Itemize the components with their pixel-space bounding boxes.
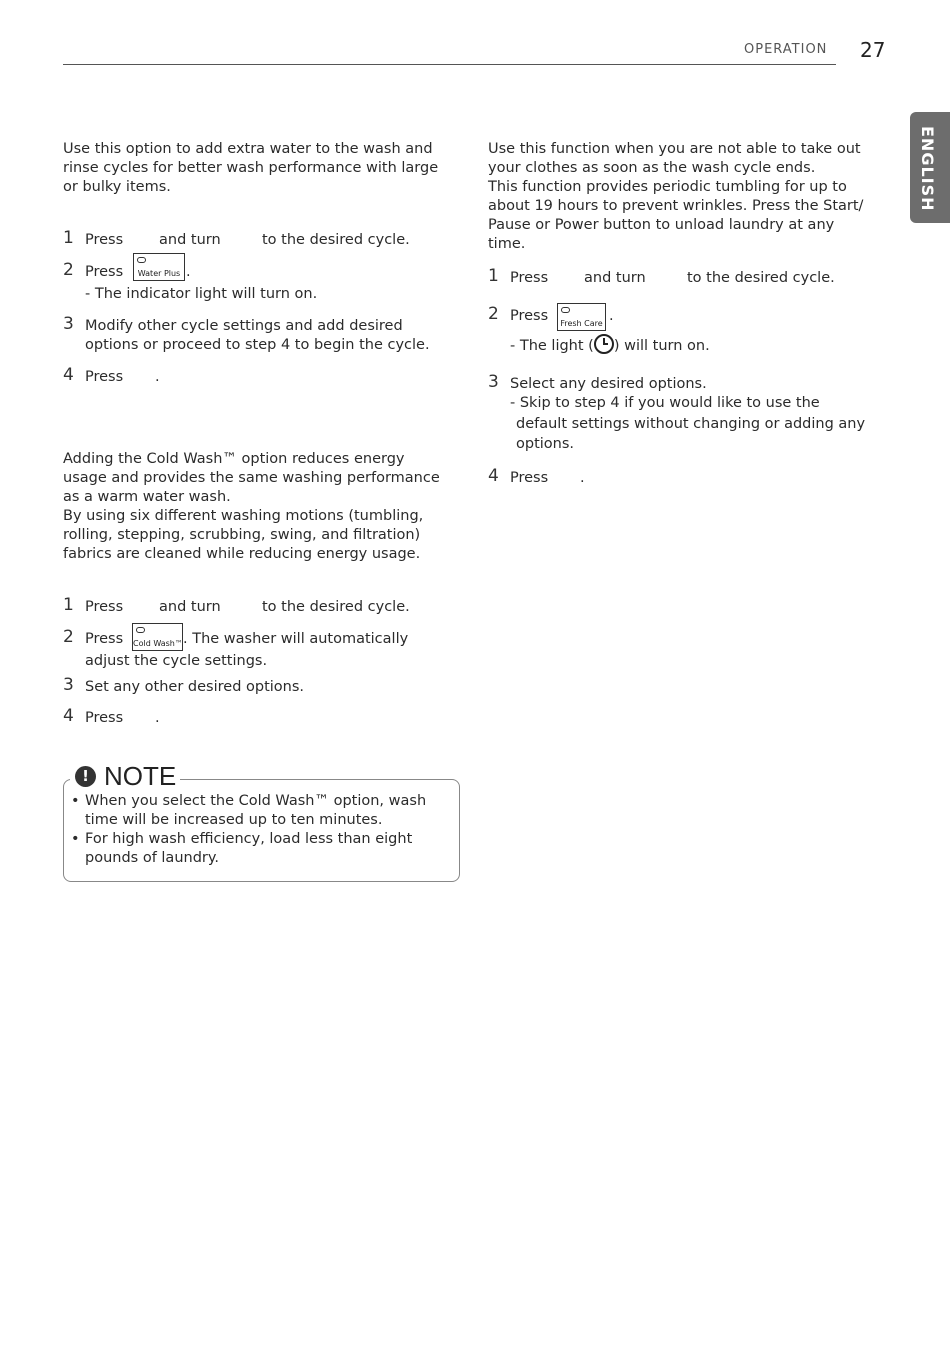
step-number: 1 xyxy=(63,595,74,615)
step-text: Press xyxy=(85,264,124,280)
step-text: Press xyxy=(85,599,124,615)
step-text: Press xyxy=(510,270,549,286)
step-text: to the desired cycle. xyxy=(262,232,410,248)
step-text: Press xyxy=(85,232,124,248)
step-text: Press xyxy=(510,470,549,486)
step-text: . xyxy=(155,369,160,385)
button-label: Water Plus xyxy=(137,269,181,278)
section-label: OPERATION xyxy=(744,42,828,57)
intro-line: This function provides periodic tumbling for up to xyxy=(488,179,847,195)
step-subtext: options. xyxy=(516,436,575,452)
step-subtext xyxy=(510,334,710,356)
step-text: adjust the cycle settings. xyxy=(85,653,268,669)
intro-line: Use this option to add extra water to the wash and xyxy=(63,141,433,157)
step-text: Press xyxy=(85,369,124,385)
button-label: Fresh Care xyxy=(560,319,603,328)
step-text: and turn xyxy=(159,232,221,248)
intro-line: as a warm water wash. xyxy=(63,489,231,505)
button-label: Cold Wash™ xyxy=(133,639,183,648)
step-text: to the desired cycle. xyxy=(262,599,410,615)
intro-line: rolling, stepping, scrubbing, swing, and filtration) xyxy=(63,527,421,543)
step-text: . xyxy=(155,710,160,726)
step-number: 2 xyxy=(63,260,74,280)
page-number: 27 xyxy=(860,38,886,62)
step-text: Set any other desired options. xyxy=(85,679,305,695)
cold-wash-step-3 xyxy=(63,675,463,698)
step-number: 4 xyxy=(63,365,74,385)
fresh-care-step-1 xyxy=(488,266,888,289)
cold-wash-step-2 xyxy=(63,627,463,675)
intro-line: By using six different washing motions (tumbling, xyxy=(63,508,424,524)
step-subtext: default settings without changing or adding any xyxy=(516,416,866,432)
step-number: 3 xyxy=(63,314,74,334)
step-text: . xyxy=(186,264,191,280)
step-text: and turn xyxy=(159,599,221,615)
water-plus-step-3 xyxy=(63,314,463,357)
fresh-care-step-2 xyxy=(488,304,888,357)
intro-line: about 19 hours to prevent wrinkles. Press the Start/ xyxy=(488,198,864,214)
intro-line: rinse cycles for better wash performance with large xyxy=(63,160,439,176)
note-bullets xyxy=(71,792,451,872)
fresh-care-button-icon xyxy=(557,303,606,331)
step-text: to the desired cycle. xyxy=(687,270,835,286)
step-number: 3 xyxy=(488,372,499,392)
header-divider xyxy=(63,64,836,65)
step-text: . xyxy=(609,308,614,324)
cold-wash-intro xyxy=(63,450,463,564)
step-number: 1 xyxy=(63,228,74,248)
step-number: 4 xyxy=(63,706,74,726)
step-text: Modify other cycle settings and add desired xyxy=(85,318,403,334)
step-number: 2 xyxy=(488,304,499,324)
step-number: 3 xyxy=(63,675,74,695)
step-subtext-part: ) will turn on. xyxy=(613,338,710,354)
language-tab-label: ENGLISH xyxy=(918,126,937,212)
note-title: NOTE xyxy=(104,761,177,791)
step-number: 4 xyxy=(488,466,499,486)
note-bullet-text: time will be increased up to ten minutes. xyxy=(85,812,383,828)
intro-line: Adding the Cold Wash™ option reduces energy xyxy=(63,451,405,467)
step-text: . xyxy=(580,470,585,486)
step-text: Press xyxy=(85,710,124,726)
water-plus-step-2 xyxy=(63,260,463,313)
fresh-care-intro xyxy=(488,140,888,254)
fresh-care-step-4 xyxy=(488,466,888,489)
note-bullet-text: pounds of laundry. xyxy=(85,850,219,866)
cold-wash-step-1 xyxy=(63,595,463,618)
intro-line: time. xyxy=(488,236,526,252)
step-number: 2 xyxy=(63,627,74,647)
intro-line: Pause or Power button to unload laundry at any xyxy=(488,217,835,233)
intro-line: Use this function when you are not able to take out xyxy=(488,141,861,157)
water-plus-intro xyxy=(63,140,463,197)
intro-line: fabrics are cleaned while reducing energy usage. xyxy=(63,546,421,562)
step-subtext: - Skip to step 4 if you would like to use the xyxy=(510,395,820,411)
water-plus-step-1 xyxy=(63,228,463,251)
fresh-care-step-3 xyxy=(488,372,888,455)
step-text: and turn xyxy=(584,270,646,286)
step-text: Press xyxy=(510,308,549,324)
step-number: 1 xyxy=(488,266,499,286)
bullet-dot: • xyxy=(71,831,80,847)
exclamation-icon: ! xyxy=(75,766,96,787)
clock-icon xyxy=(594,334,614,354)
water-plus-step-4 xyxy=(63,365,463,388)
language-tab xyxy=(910,112,950,223)
note-bullet-text: For high wash efficiency, load less than eight xyxy=(85,831,413,847)
intro-line: usage and provides the same washing performance xyxy=(63,470,440,486)
step-text: options or proceed to step 4 to begin the cycle. xyxy=(85,337,430,353)
cold-wash-step-4 xyxy=(63,706,463,729)
step-text: Select any desired options. xyxy=(510,376,707,392)
step-subtext-part: - The light ( xyxy=(510,338,594,354)
water-plus-button-icon xyxy=(133,253,185,281)
intro-line: or bulky items. xyxy=(63,179,171,195)
step-subtext: - The indicator light will turn on. xyxy=(85,286,318,302)
intro-line: your clothes as soon as the wash cycle ends. xyxy=(488,160,816,176)
cold-wash-button-icon xyxy=(132,623,183,651)
note-bullet-text: When you select the Cold Wash™ option, wash xyxy=(85,793,427,809)
step-text: . The washer will automatically xyxy=(183,631,409,647)
step-text: Press xyxy=(85,631,124,647)
bullet-dot: • xyxy=(71,793,80,809)
